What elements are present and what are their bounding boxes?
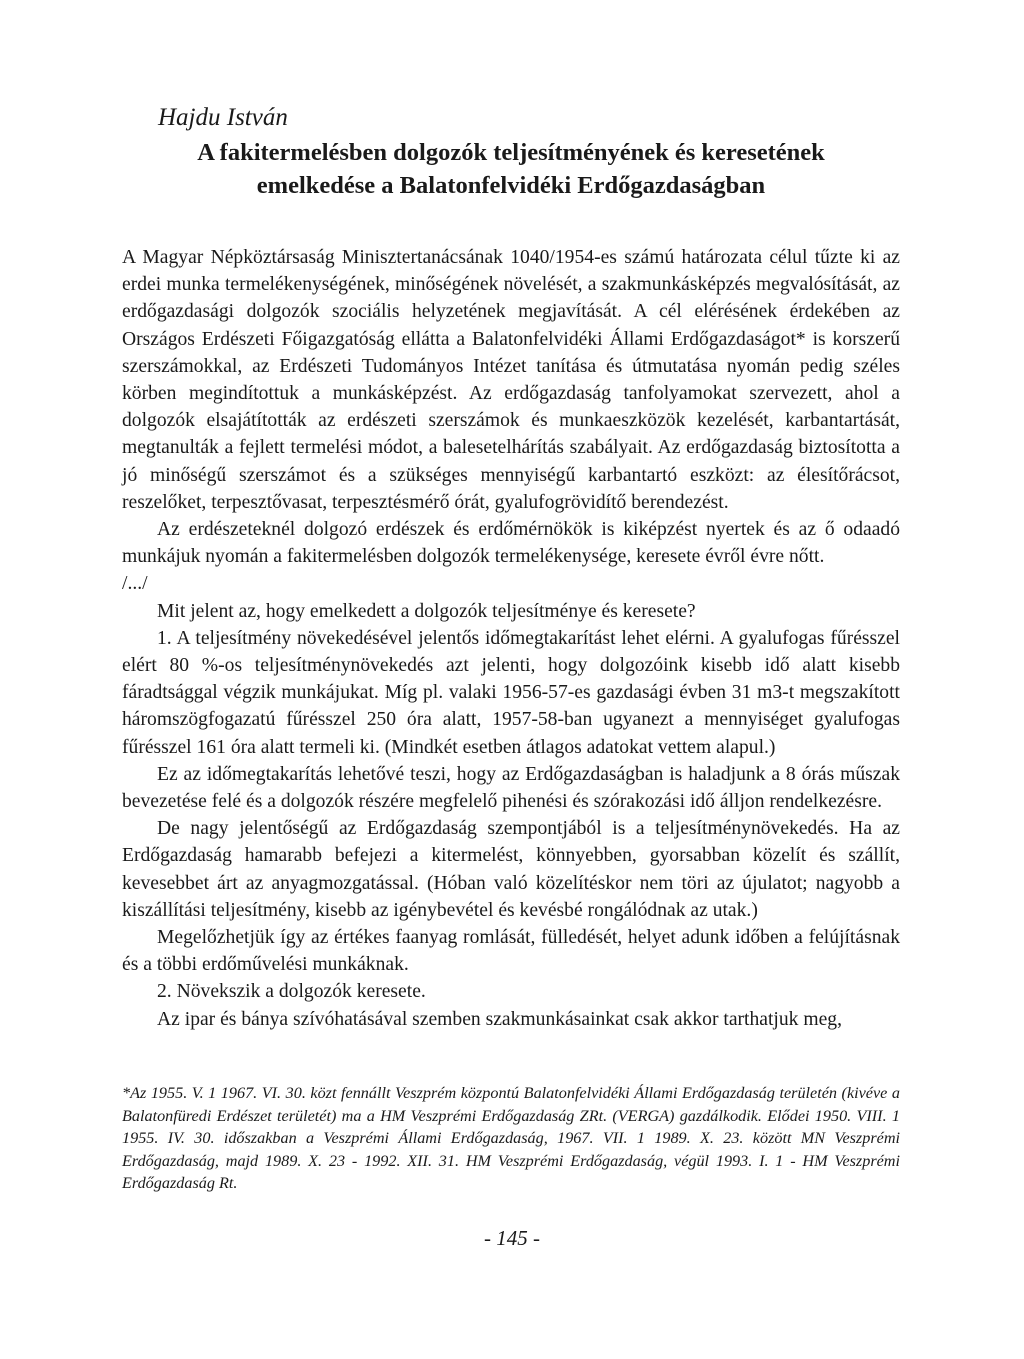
paragraph-time-saving: Ez az időmegtakarítás lehetővé teszi, hogy az Erdőgazdaságban is haladjunk a 8 órás műszak bevezetése felé és a dolgozók részére megfelelő pihenési és szórakozási idő álljon rendelkezésre.	[122, 763, 900, 813]
footnote: *Az 1955. V. 1 1967. VI. 30. közt fennállt Veszprém központú Balatonfelvidéki Állami Erdőgazdaság területén (kivéve a Balatonfüredi Erdészet területét) ma a HM Veszprémi Erdőgazdaság ZRt. (VERGA) gazdálkodik. Elődei 1950. VIII. 1 1955. IV. 30. időszakban a Veszprémi Állami Erdőgazdaság, 1967. VII. 1 1989. X. 23. között MN Veszprémi Erdőgazdaság, majd 1989. X. 23 - 1992. XII. 31. HM Veszprémi Erdőgazdaság, végül 1993. I. 1 - HM Veszprémi Erdőgazdaság Rt.	[122, 1084, 900, 1193]
page-number: - 145 -	[484, 1226, 540, 1250]
paragraph-industry: Az ipar és bánya szívóhatásával szemben szakmunkásainkat csak akkor tarthatjuk meg,	[157, 1008, 842, 1030]
article-body	[122, 244, 900, 1033]
article-title-line-1: A fakitermelésben dolgozók teljesítményének és keresetének	[197, 139, 825, 166]
paragraph-foresters: Az erdészeteknél dolgozó erdészek és erdőmérnökök is kiképzést nyertek és az ő odaadó munkájuk nyomán a fakitermelésben dolgozók termelékenysége, keresete évről évre nőtt.	[122, 519, 900, 568]
article-title-line-2: emelkedése a Balatonfelvidéki Erdőgazdaságban	[256, 172, 766, 199]
paragraph-point-1: 1. A teljesítmény növekedésével jelentős időmegtakarítást lehet elérni. A gyalufogas fűrésszel elért 80 %-os teljesítménynövekedés azt jelenti, hogy dolgozóink kisebb idő alatt kisebb fáradtsággal végzik munkájukat. Míg pl. valaki 1956-57-es gazdasági évben 31 m3-t megszakított háromszögfogazatú fűrésszel 250 óra alatt, 1957-58-ban ugyanezt a mennyiséget gyalufogas fűrésszel 161 óra alatt termeli ki. (Mindkét esetben átlagos adatokat vettem alapul.)	[122, 627, 900, 758]
omission-marker: /.../	[122, 573, 148, 595]
author-name: Hajdu István	[158, 104, 288, 131]
article-title	[122, 136, 900, 202]
paragraph-significance: De nagy jelentőségű az Erdőgazdaság szempontjából is a teljesítménynövekedés. Ha az Erdőgazdaság hamarabb befejezi a kitermelést, könnyebben, gyorsabban közelít és szállít, kevesebbet árt az anyagmozgatással. (Hóban való közelítéskor nem töri az újulatot; nagyobb a kiszállítási teljesítmény, kisebb az igénybevétel és kevésbé rongálódnak az utak.)	[122, 818, 900, 921]
paragraph-question: Mit jelent az, hogy emelkedett a dolgozók teljesítménye és keresete?	[157, 600, 696, 622]
paragraph-point-2: 2. Növekszik a dolgozók keresete.	[157, 981, 426, 1003]
paragraph-prevention: Megelőzhetjük így az értékes faanyag romlását, fülledését, helyet adunk időben a felújításnak és a többi erdőművelési munkáknak.	[122, 927, 900, 976]
paragraph-intro: A Magyar Népköztársaság Minisztertanácsának 1040/1954-es számú határozata célul tűzte ki az erdei munka termelékenységének, minőségének növelését, a szakmunkásképzés megvalósítását, az erdőgazdasági dolgozók szociális helyzetének megjavítását. A cél elérésének érdekében az Országos Erdészeti Főigazgatóság ellátta a Balatonfelvidéki Állami Erdőgazdaságot* is korszerű szerszámokkal, az Erdészeti Tudományos Intézet tanítása és útmutatása nyomán pedig széles körben megindítottuk a munkásképzést. Az erdőgazdaság tanfolyamokat szervezett, ahol a dolgozók elsajátították az erdészeti szerszámok és munkaeszközök kezelését, karbantartását, megtanulták a fejlett termelési módot, a balesetelhárítás szabályait. Az erdőgazdaság biztosította a jó minőségű szerszámot és a szükséges mennyiségű karbantartó eszközt: az élesítőrácsot, reszelőket, terpesztővasat, terpesztésmérő órát, gyalufogrövidítő berendezést.	[122, 247, 900, 513]
